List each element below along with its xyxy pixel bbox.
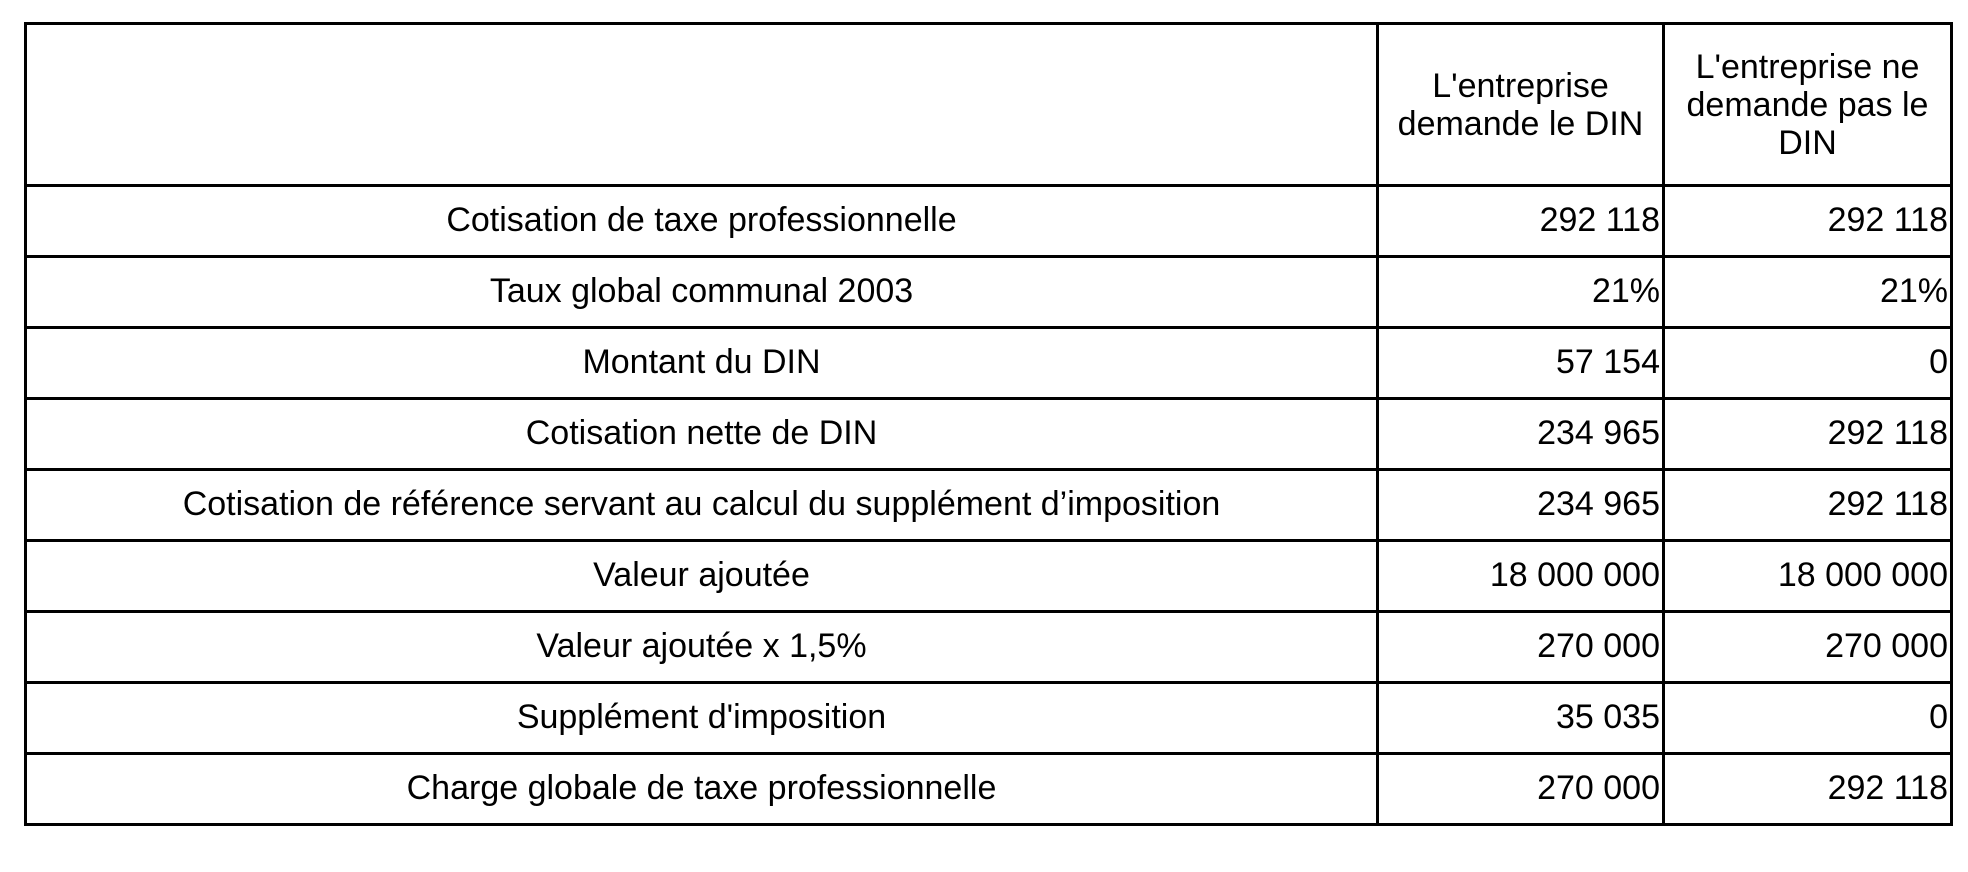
value-ne-demande-pas-din: 270 000 <box>1664 612 1952 683</box>
table-row <box>26 612 1952 683</box>
value-ne-demande-pas-din: 21% <box>1664 257 1952 328</box>
row-label: Valeur ajoutée <box>26 541 1378 612</box>
table-row <box>26 186 1952 257</box>
table-row <box>26 683 1952 754</box>
value-demande-din: 270 000 <box>1378 754 1664 825</box>
row-label: Taux global communal 2003 <box>26 257 1378 328</box>
header-row <box>26 24 1952 186</box>
value-ne-demande-pas-din: 292 118 <box>1664 754 1952 825</box>
table-row <box>26 754 1952 825</box>
table-header <box>26 24 1952 186</box>
row-label: Valeur ajoutée x 1,5% <box>26 612 1378 683</box>
value-ne-demande-pas-din: 18 000 000 <box>1664 541 1952 612</box>
header-ne-demande-pas-din: L'entreprise ne demande pas le DIN <box>1664 24 1952 186</box>
value-ne-demande-pas-din: 292 118 <box>1664 186 1952 257</box>
value-demande-din: 292 118 <box>1378 186 1664 257</box>
value-demande-din: 57 154 <box>1378 328 1664 399</box>
value-demande-din: 21% <box>1378 257 1664 328</box>
row-label: Supplément d'imposition <box>26 683 1378 754</box>
value-demande-din: 234 965 <box>1378 470 1664 541</box>
row-label: Montant du DIN <box>26 328 1378 399</box>
value-ne-demande-pas-din: 292 118 <box>1664 399 1952 470</box>
table-row <box>26 470 1952 541</box>
value-demande-din: 234 965 <box>1378 399 1664 470</box>
value-demande-din: 18 000 000 <box>1378 541 1664 612</box>
row-label: Cotisation de référence servant au calcul du supplément d’imposition <box>26 470 1378 541</box>
table-row <box>26 399 1952 470</box>
table-row <box>26 541 1952 612</box>
value-ne-demande-pas-din: 292 118 <box>1664 470 1952 541</box>
table-row <box>26 328 1952 399</box>
value-ne-demande-pas-din: 0 <box>1664 328 1952 399</box>
value-ne-demande-pas-din: 0 <box>1664 683 1952 754</box>
table-row <box>26 257 1952 328</box>
row-label: Charge globale de taxe professionnelle <box>26 754 1378 825</box>
row-label: Cotisation de taxe professionnelle <box>26 186 1378 257</box>
header-demande-din: L'entreprise demande le DIN <box>1378 24 1664 186</box>
value-demande-din: 35 035 <box>1378 683 1664 754</box>
header-label-cell <box>26 24 1378 186</box>
din-comparison-table-wrapper <box>24 22 1953 826</box>
din-comparison-table <box>24 22 1953 826</box>
table-body <box>26 186 1952 825</box>
row-label: Cotisation nette de DIN <box>26 399 1378 470</box>
value-demande-din: 270 000 <box>1378 612 1664 683</box>
